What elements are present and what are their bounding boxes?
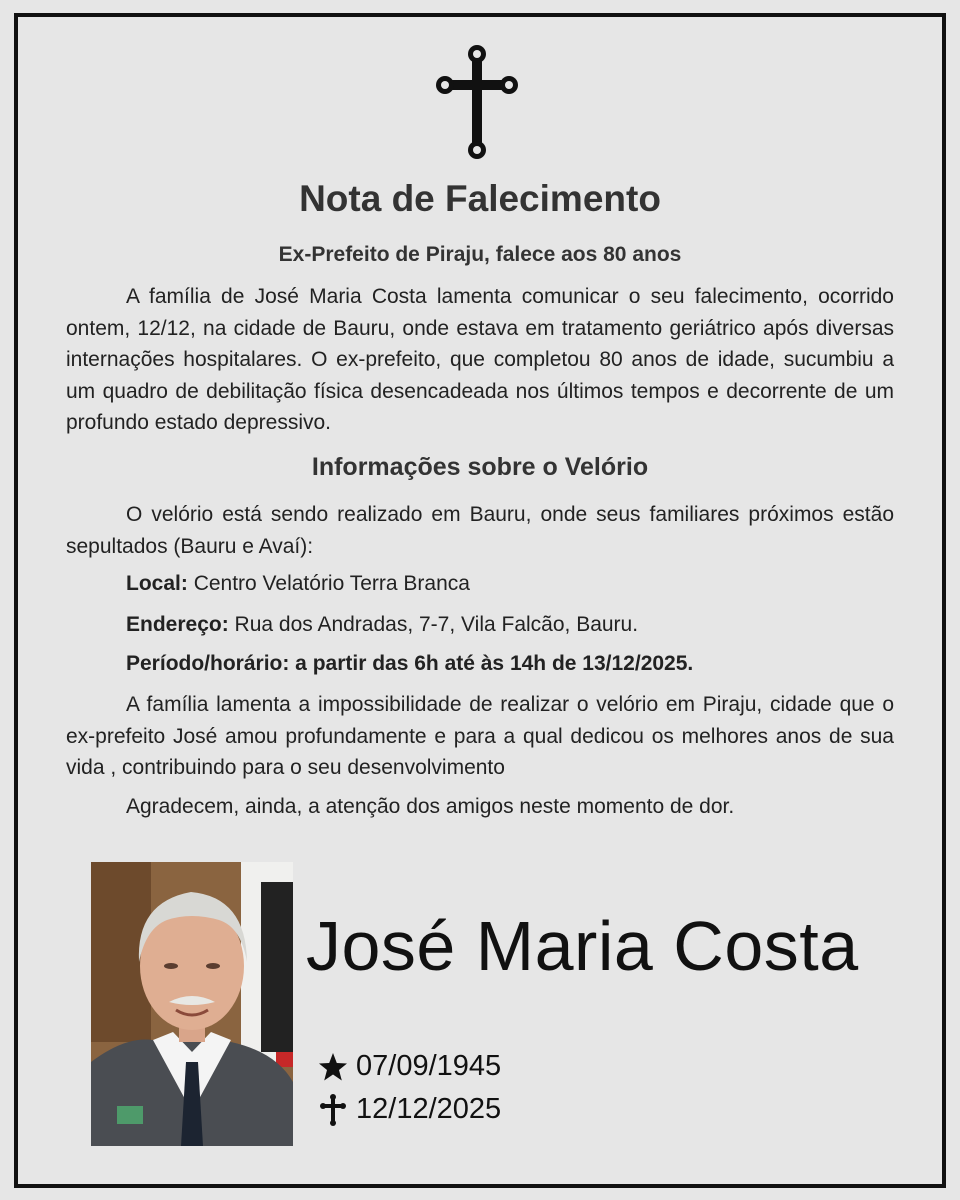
address-value: Rua dos Andradas, 7-7, Vila Falcão, Bauru. (234, 613, 639, 636)
birth-date-row (318, 1050, 501, 1083)
closing-paragraph: A família lamenta a impossibilidade de realizar o velório em Piraju, cidade que o ex-prefeito José amou profundamente e para a qual dedicou os melhores anos de sua vida , contribuindo para o seu desenvolvimento (66, 693, 894, 779)
star-icon (318, 1051, 348, 1083)
notice-title: Nota de Falecimento (299, 178, 661, 219)
birth-date: 07/09/1945 (356, 1050, 502, 1082)
location-label: Local: (126, 572, 188, 595)
death-date: 12/12/2025 (356, 1093, 502, 1125)
death-date-row (318, 1093, 501, 1126)
wake-section-title: Informações sobre o Velório (311, 453, 649, 481)
cross-icon (318, 1094, 348, 1126)
wake-period: Período/horário: a partir das 6h até às 14h de 13/12/2025. (126, 652, 694, 675)
wake-address (126, 613, 638, 637)
intro-paragraph: A família de José Maria Costa lamenta comunicar o seu falecimento, ocorrido ontem, 12/12, na cidade de Bauru, onde estava em tratamento geriátrico após diversas internações hospitalares. O ex-prefeito, que completou 80 anos de idade, sucumbiu a um quadro de debilitação física desencadeada nos últimos tempos e decorrente de um profundo estado depressivo. (66, 285, 894, 434)
location-value: Centro Velatório Terra Branca (193, 572, 470, 595)
cross-icon (436, 44, 518, 160)
portrait-illustration (91, 862, 293, 1146)
deceased-name: José Maria Costa (306, 907, 859, 985)
wake-paragraph: O velório está sendo realizado em Bauru, onde seus familiares próximos estão sepultados (Bauru e Avaí): (66, 503, 894, 558)
wake-location (126, 572, 470, 596)
thanks-paragraph: Agradecem, ainda, a atenção dos amigos neste momento de dor. (126, 795, 735, 818)
address-label: Endereço: (126, 613, 229, 636)
portrait-photo (91, 862, 293, 1146)
notice-subtitle: Ex-Prefeito de Piraju, falece aos 80 anos (278, 243, 682, 266)
